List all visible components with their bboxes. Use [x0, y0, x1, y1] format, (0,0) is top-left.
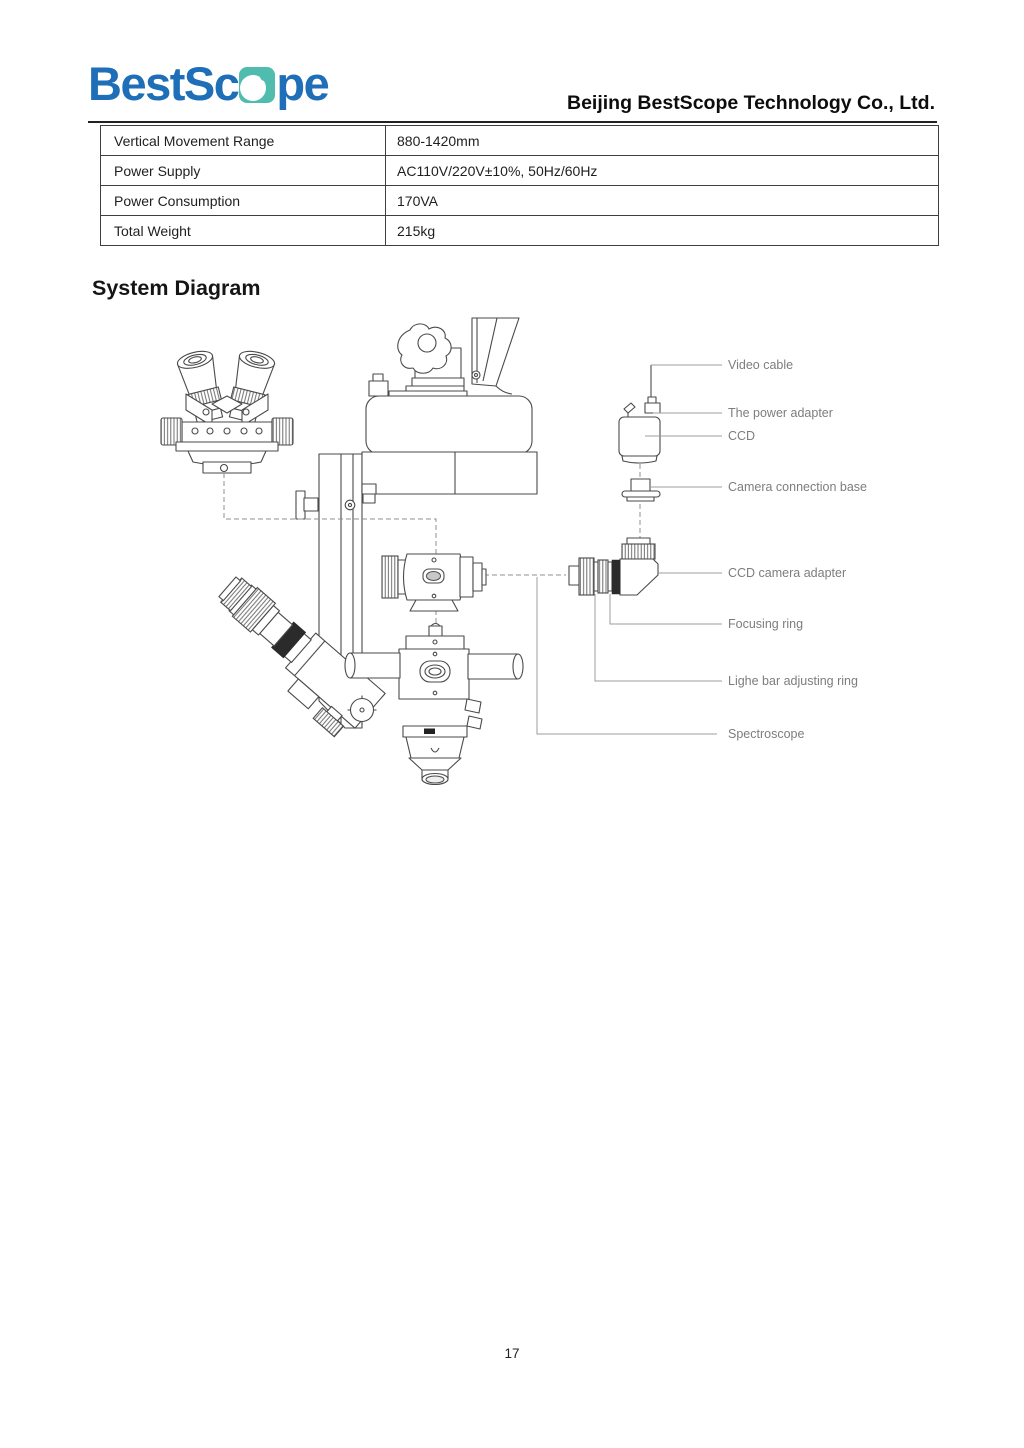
spec-value: 170VA [386, 186, 939, 216]
logo-text-left: BestSc [88, 57, 239, 110]
spec-label: Power Consumption [101, 186, 386, 216]
company-name: Beijing BestScope Technology Co., Ltd. [567, 92, 935, 114]
microscope-body [345, 624, 523, 785]
label-spectroscope: Spectroscope [728, 727, 805, 741]
label-camera-connection-base: Camera connection base [728, 480, 867, 494]
ccd-camera-adapter-part [569, 538, 658, 595]
label-video-cable: Video cable [728, 358, 794, 372]
label-power-adapter: The power adapter [728, 406, 833, 420]
spec-label: Vertical Movement Range [101, 126, 386, 156]
spec-value: 880-1420mm [386, 126, 939, 156]
ccd-camera [619, 365, 660, 463]
label-light-bar-adjusting-ring: Lighe bar adjusting ring [728, 674, 858, 688]
upper-mount-arm [366, 318, 532, 465]
binocular-head [161, 348, 293, 473]
logo-text-right: pe [276, 57, 329, 110]
label-ccd-camera-adapter: CCD camera adapter [728, 566, 847, 580]
spec-label: Total Weight [101, 216, 386, 246]
label-ccd: CCD [728, 429, 756, 443]
page-number: 17 [504, 1346, 520, 1361]
section-title: System Diagram [92, 276, 261, 300]
spectroscope-tube [382, 554, 486, 611]
camera-connection-base-part [622, 479, 660, 501]
diagram-labels [728, 358, 867, 741]
spec-label: Power Supply [101, 156, 386, 186]
label-focusing-ring: Focusing ring [728, 617, 804, 631]
spec-value: AC110V/220V±10%, 50Hz/60Hz [386, 156, 939, 186]
spec-value: 215kg [386, 216, 939, 246]
